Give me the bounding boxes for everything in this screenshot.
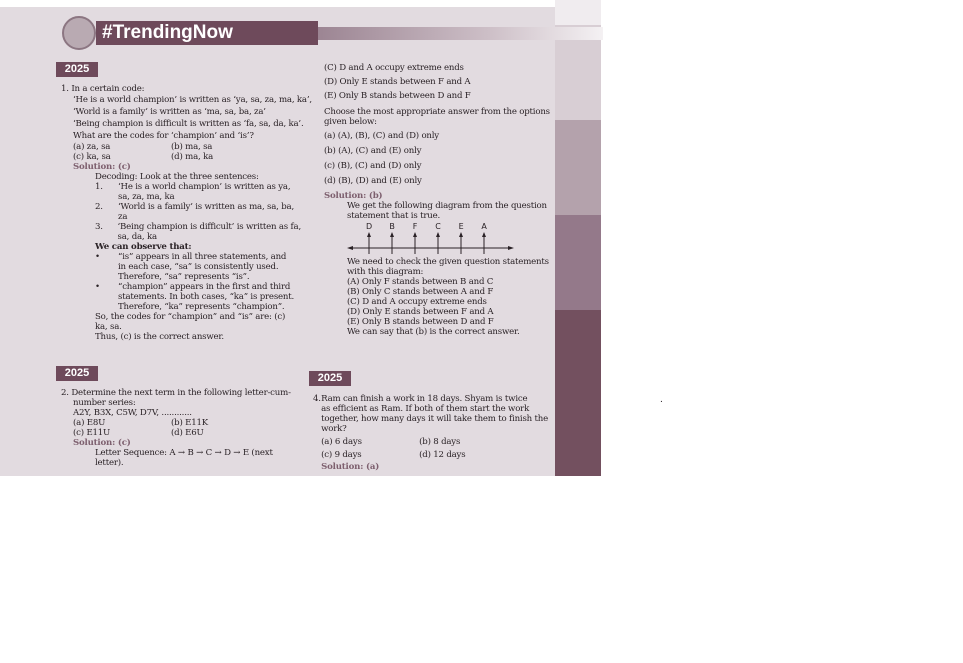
check-line: (A) Only F stands between B and C — [347, 277, 494, 287]
list-text: sa, da, ka — [117, 232, 157, 242]
year-badge: 2025 — [56, 366, 98, 381]
banner-title: #TrendingNow — [96, 21, 318, 45]
explanation-line: Decoding: Look at the three sentences: — [95, 172, 259, 182]
statement: (D) Only E stands between F and A — [324, 77, 471, 87]
bullet-text: “champion” appears in the first and third — [118, 282, 291, 292]
conclusion-line: We can say that (b) is the correct answer. — [347, 327, 520, 337]
arrow-up-icon — [413, 232, 417, 237]
question-2 — [61, 388, 301, 468]
question-line: number series: — [73, 398, 136, 408]
list-number: 1. — [95, 182, 103, 192]
question-line: ‘World is a family’ is written as ‘ma, sa, ba, za’ — [73, 107, 266, 117]
option: (c) 9 days — [321, 450, 362, 460]
option: (a) 6 days — [321, 437, 362, 447]
question-3 — [324, 61, 549, 337]
solution-label: Solution: (a) — [321, 462, 380, 472]
arrow-up-icon — [367, 232, 371, 237]
arrow-up-icon — [436, 232, 440, 237]
list-text: ‘World is a family’ is written as ma, sa, ba, — [118, 202, 294, 212]
option: (d) (B), (D) and (E) only — [324, 176, 422, 186]
check-line: (C) D and A occupy extreme ends — [347, 297, 487, 307]
statement: (E) Only B stands between D and F — [324, 91, 471, 101]
arrow-left-icon — [347, 246, 353, 250]
bullet: • — [95, 252, 100, 262]
year-badge: 2025 — [309, 371, 351, 386]
conclusion-line: Thus, (c) is the correct answer. — [95, 332, 224, 342]
option: (a) E8U — [73, 418, 106, 428]
explanation-line: We need to check the given question statements — [347, 257, 549, 267]
line-diagram — [347, 221, 517, 257]
option: (c) ka, sa — [73, 152, 111, 162]
list-number: 3. — [95, 222, 103, 232]
option: (c) (B), (C) and (D) only — [324, 161, 422, 171]
answer: (c) — [117, 162, 131, 172]
explanation-line: with this diagram: — [347, 267, 424, 277]
question-number: 1. — [61, 84, 69, 94]
option: (c) E11U — [73, 428, 111, 438]
option: (d) ma, ka — [171, 152, 214, 162]
bullet-text: “is” appears in all three statements, and — [118, 252, 287, 262]
bullet-text: in each case, “sa” is consistently used. — [118, 262, 279, 272]
bullet: • — [95, 282, 100, 292]
option: (b) (A), (C) and (E) only — [324, 146, 422, 156]
question-line: together, how many days it will take them to finish the — [321, 414, 548, 424]
observe-heading: We can observe that: — [95, 242, 192, 252]
check-line: (E) Only B stands between D and F — [347, 317, 494, 327]
solution-label: Solution: (b) — [324, 191, 383, 201]
option: (b) E11K — [171, 418, 208, 428]
bullet-text: Therefore, “sa” represents “is”. — [118, 272, 250, 282]
question-1 — [61, 84, 312, 342]
stray-mark: . — [660, 395, 663, 405]
answer: (a) — [365, 462, 380, 472]
question-line: What are the codes for ‘champion’ and ‘is’? — [73, 131, 254, 141]
list-text: za — [118, 212, 128, 222]
option: (a) (A), (B), (C) and (D) only — [324, 131, 439, 141]
side-tab — [555, 215, 601, 310]
side-tab — [555, 0, 601, 25]
question-number: 4. — [313, 394, 321, 404]
bullet-text: Therefore, “ka” represents “champion”. — [118, 302, 285, 312]
question-stem: In a certain code: — [71, 84, 145, 94]
instruction: given below: — [324, 117, 377, 127]
arrow-up-icon — [482, 232, 486, 237]
explanation-line: statement that is true. — [347, 211, 440, 221]
question-line: A2Y, B3X, C5W, D7V, ............ — [73, 408, 192, 418]
list-text: ‘Being champion is difficult’ is written as fa, — [117, 222, 301, 232]
banner-gradient-bar — [318, 27, 603, 40]
diagram-label: D — [366, 222, 372, 231]
question-line: work? — [321, 424, 347, 434]
conclusion-line: ka, sa. — [95, 322, 122, 332]
list-text: ‘He is a world champion’ is written as ya, — [118, 182, 291, 192]
option: (b) 8 days — [419, 437, 461, 447]
side-tab — [555, 120, 601, 215]
check-line: (D) Only E stands between F and A — [347, 307, 494, 317]
solution-label: Solution: (c) — [73, 438, 131, 448]
explanation-line: Letter Sequence: A → B → C → D → E (next — [95, 448, 273, 458]
side-tab — [555, 310, 601, 476]
option: (b) ma, sa — [171, 142, 213, 152]
solution-label: Solution: (c) — [73, 162, 131, 172]
check-line: (B) Only C stands between A and F — [347, 287, 494, 297]
option: (a) za, sa — [73, 142, 111, 152]
diagram-label: E — [458, 222, 464, 231]
arrow-up-icon — [459, 232, 463, 237]
question-line: Ram can finish a work in 18 days. Shyam is twice — [321, 394, 528, 404]
diagram-label: C — [435, 222, 441, 231]
answer: (b) — [368, 191, 383, 201]
conclusion-line: So, the codes for “champion” and “is” are: (c) — [95, 312, 286, 322]
question-line: as efficient as Ram. If both of them start the work — [321, 404, 530, 414]
explanation-line: letter). — [95, 458, 124, 468]
statement: (C) D and A occupy extreme ends — [324, 63, 464, 73]
question-line: ‘Being champion is difficult is written as ‘fa, sa, da, ka’. — [73, 119, 304, 129]
question-line: ‘He is a world champion’ is written as ‘ya, sa, za, ma, ka’, — [73, 95, 312, 105]
option: (d) 12 days — [419, 450, 466, 460]
arrow-up-icon — [390, 232, 394, 237]
arrow-right-icon — [508, 246, 514, 250]
bullet-text: statements. In both cases, “ka” is present. — [118, 292, 295, 302]
diagram-label: F — [412, 222, 418, 231]
question-4 — [313, 394, 548, 472]
list-text: sa, za, ma, ka — [118, 192, 175, 202]
option: (d) E6U — [171, 428, 204, 438]
publisher-seal-logo — [62, 16, 96, 50]
question-number: 2. — [61, 388, 69, 398]
list-number: 2. — [95, 202, 103, 212]
question-line: Determine the next term in the following letter-cum- — [71, 388, 291, 398]
diagram-label: A — [481, 222, 487, 231]
answer: (c) — [117, 438, 131, 448]
explanation-line: We get the following diagram from the question — [347, 201, 547, 211]
instruction: Choose the most appropriate answer from the options — [324, 107, 550, 117]
year-badge: 2025 — [56, 62, 98, 77]
diagram-label: B — [389, 222, 395, 231]
